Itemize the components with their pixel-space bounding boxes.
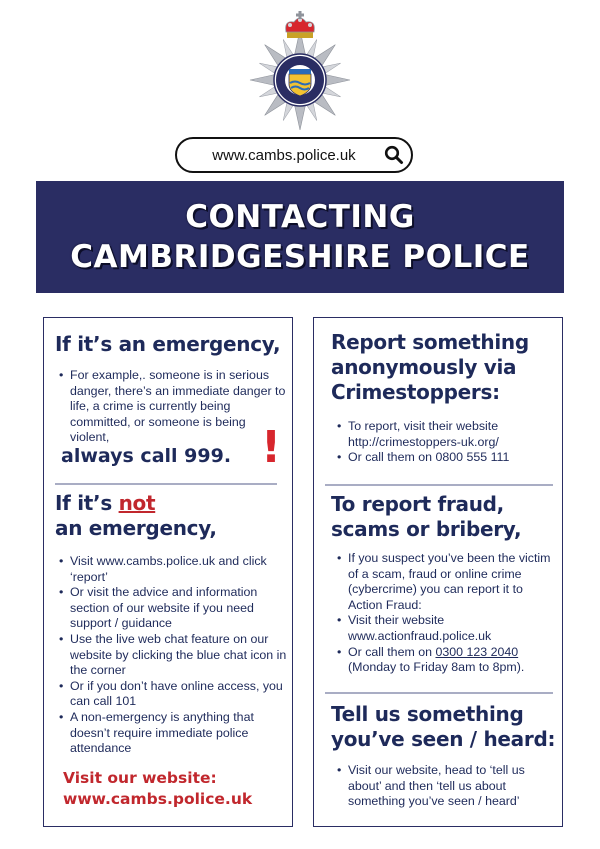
right-divider-1 bbox=[325, 484, 553, 486]
non-emergency-bullet: • Use the live web chat feature on our website by clicking the blue chat icon in the corner bbox=[59, 632, 287, 679]
call-999: always call 999. bbox=[61, 445, 232, 467]
non-emergency-heading-line2: an emergency, bbox=[55, 516, 217, 540]
crimestoppers-heading: Report something anonymously via Crimestoppers: bbox=[331, 330, 529, 404]
visit-website-label: Visit our website: bbox=[63, 769, 217, 787]
banner-title-line1: CONTACTING bbox=[185, 199, 415, 235]
fraud-phone-prefix: Or call them on bbox=[348, 644, 436, 659]
emergency-bullets bbox=[59, 368, 287, 446]
fraud-phone-bullet bbox=[337, 645, 559, 676]
fraud-phone-number[interactable]: 0300 123 2040 bbox=[435, 644, 519, 659]
left-divider bbox=[55, 483, 277, 485]
non-emergency-bullet: • A non-emergency is anything that doesn’t require immediate police attendance bbox=[59, 710, 287, 757]
seen-heard-bullet: • Visit our website, head to ‘tell us about’ and then ‘tell us about something you’ve seen / heard’ bbox=[337, 763, 559, 810]
non-emergency-bullet: • Or if you don’t have online access, you can call 101 bbox=[59, 679, 287, 710]
website-url: www.cambs.police.uk bbox=[212, 146, 356, 164]
fraud-bullets bbox=[337, 551, 559, 676]
visit-website-url[interactable]: www.cambs.police.uk bbox=[63, 790, 253, 808]
non-emergency-bullet: • Or visit the advice and information section of our website if you need support / guidance bbox=[59, 585, 287, 632]
crimestoppers-bullets bbox=[337, 419, 559, 466]
search-icon bbox=[377, 145, 411, 165]
seen-heard-heading: Tell us something you’ve seen / heard: bbox=[331, 702, 556, 751]
not-word: not bbox=[118, 491, 156, 515]
exclamation-mark: ! bbox=[261, 422, 282, 473]
non-emergency-bullet: • Visit www.cambs.police.uk and click ‘report’ bbox=[59, 554, 287, 585]
emergency-bullet: • For example,. someone is in serious danger, there’s an immediate danger to life, a crime is currently being committed, or someone is being violent, bbox=[59, 368, 287, 446]
non-emergency-bullets bbox=[59, 554, 287, 757]
non-emergency-heading-prefix: If it’s bbox=[55, 491, 119, 515]
crimestoppers-bullet: • To report, visit their website http://crimestoppers-uk.org/ bbox=[337, 419, 559, 450]
seen-heard-bullets bbox=[337, 763, 559, 810]
crimestoppers-bullet: • Or call them on 0800 555 111 bbox=[337, 450, 559, 466]
fraud-heading: To report fraud, scams or bribery, bbox=[331, 492, 522, 541]
banner-title-line2: CAMBRIDGESHIRE POLICE bbox=[70, 239, 530, 275]
fraud-bullet: • Visit their website www.actionfraud.police.uk bbox=[337, 613, 559, 644]
right-panel bbox=[313, 317, 563, 827]
non-emergency-heading bbox=[55, 491, 290, 541]
right-divider-2 bbox=[325, 692, 553, 694]
left-panel bbox=[43, 317, 293, 827]
title-banner bbox=[36, 181, 564, 293]
emergency-heading: If it’s an emergency, bbox=[55, 332, 281, 356]
fraud-bullet: • If you suspect you’ve been the victim of a scam, fraud or online crime (cybercrime) you can report it to Action Fraud: bbox=[337, 551, 559, 613]
cambridgeshire-constabulary-crest bbox=[248, 6, 352, 130]
fraud-phone-hours: (Monday to Friday 8am to 8pm). bbox=[348, 660, 525, 675]
website-search-bar[interactable] bbox=[175, 137, 413, 173]
